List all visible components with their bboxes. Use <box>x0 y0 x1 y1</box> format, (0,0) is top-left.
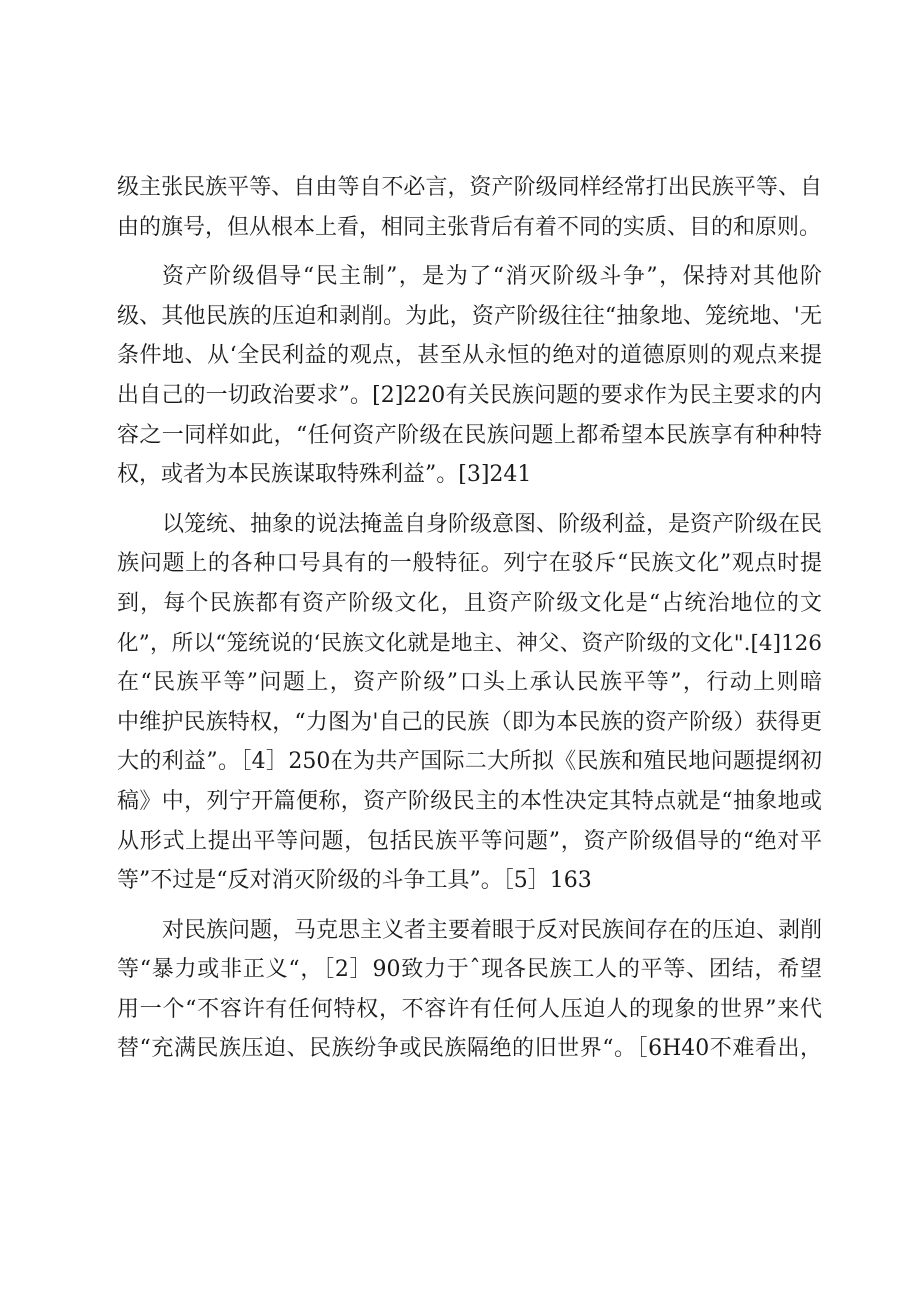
text-line: 以笼统、抽象的说法掩盖自身阶级意图、阶级利益，是资产阶级在民 <box>162 511 823 537</box>
text-line: 由的旗号，但从根本上看，相同主张背后有着不同的实质、目的和原则。 <box>117 214 822 240</box>
text-line: 大的利益”。［4］250在为共产国际二大所拟《民族和殖民地问题提纲初 <box>117 749 822 775</box>
text-line: 权，或者为本民族谋取特殊利益”。[3]241 <box>117 462 532 488</box>
text-line: 化”，所以“笼统说的‘民族文化就是地主、神父、资产阶级的文化".[4]126 <box>117 630 822 656</box>
paragraph-1 <box>117 168 822 247</box>
text-line: 等“暴力或非正义“，［2］90致力于ˆ现各民族工人的平等、团结，希望 <box>117 957 822 983</box>
text-line: 到，每个民族都有资产阶级文化，且资产阶级文化是“占统治地位的文 <box>117 590 822 616</box>
text-line: 用一个“不容许有任何特权，不容许有任何人压迫人的现象的世界”来代 <box>117 996 822 1022</box>
text-line: 资产阶级倡导“民主制”，是为了“消灭阶级斗争”，保持对其他阶 <box>162 264 822 290</box>
text-line: 中维护民族特权，“力图为'自己的民族（即为本民族的资产阶级）获得更 <box>117 709 822 735</box>
text-line: 条件地、从‘全民利益的观点，甚至从永恒的绝对的道德原则的观点来提 <box>117 343 822 369</box>
text-line: 稿》中，列宁开篇便称，资产阶级民主的本性决定其特点就是“抽象地或 <box>117 788 822 814</box>
text-line: 级、其他民族的压迫和剥削。为此，资产阶级往往“抽象地、笼统地、'无 <box>117 303 822 329</box>
text-line: 容之一同样如此，“任何资产阶级在民族问题上都希望本民族享有种种特 <box>117 422 822 448</box>
paragraph-2 <box>117 257 822 495</box>
text-line: 族问题上的各种口号具有的一般特征。列宁在驳斥“民族文化”观点时提 <box>117 551 822 577</box>
text-line: 等”不过是“反对消灭阶级的斗争工具”。［5］163 <box>117 868 592 894</box>
text-line: 替“充满民族压迫、民族纷争或民族隔绝的旧世界“。［6H40不难看出， <box>117 1036 822 1062</box>
text-line: 从形式上提出平等问题，包括民族平等问题”，资产阶级倡导的“绝对平 <box>117 828 822 854</box>
paragraph-3 <box>117 505 822 901</box>
paragraph-4 <box>117 911 822 1069</box>
text-line: 出自己的一切政治要求”。[2]220有关民族问题的要求作为民主要求的内 <box>117 382 822 408</box>
text-line: 对民族问题，马克思主义者主要着眼于反对民族间存在的压迫、剥削 <box>162 917 823 943</box>
text-line: 在“民族平等”问题上，资产阶级”口头上承认民族平等”，行动上则暗 <box>117 670 822 696</box>
text-line: 级主张民族平等、自由等自不必言，资产阶级同样经常打出民族平等、自 <box>117 175 822 200</box>
body-text <box>117 168 822 1069</box>
